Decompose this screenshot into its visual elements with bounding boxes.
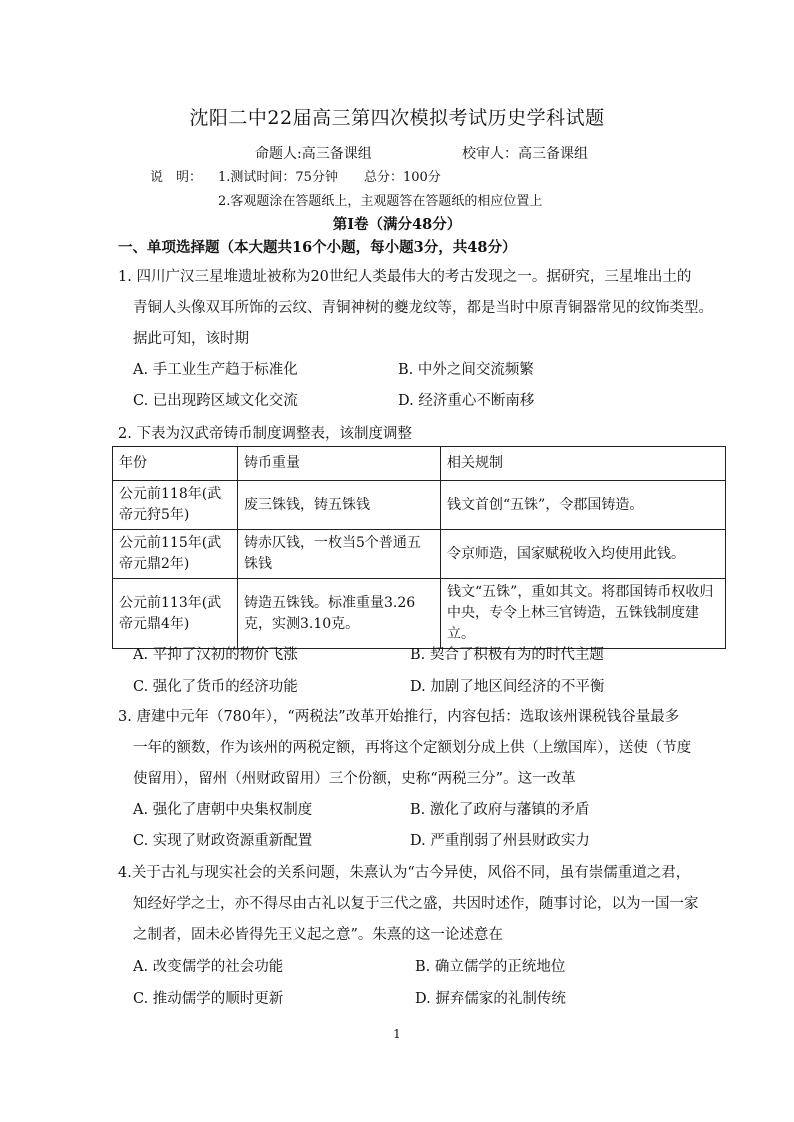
note-label: 说 明： [150,170,203,185]
table-cell: 公元前118年(武帝元狩5年) [113,481,238,530]
table-cell: 铸赤仄钱，一枚当5个普通五铢钱 [238,530,441,579]
q3-option-d: D. 严重削弱了州县财政实力 [410,833,590,849]
table-header-row [113,447,726,481]
table-cell: 令京师造，国家赋税收入均使用此钱。 [441,530,726,579]
author-label: 命题人:高三备课组 [255,146,372,162]
table-cell: 公元前113年(武帝元鼎4年) [113,579,238,649]
table-header-cell: 铸币重量 [238,447,441,481]
q2-stem: 2. 下表为汉武帝铸币制度调整表，该制度调整 [118,426,412,442]
page-title: 沈阳二中22届高三第四次模拟考试历史学科试题 [189,107,605,129]
note-line-1: 1.测试时间：75分钟 总分：100分 [218,170,441,185]
q2-option-a: A. 平抑了汉初的物价飞涨 [133,647,298,663]
q2-option-d: D. 加剧了地区间经济的不平衡 [410,679,605,695]
q1-line: 据此可知，该时期 [133,331,249,347]
q3-line: 一年的额数，作为该州的两税定额，再将这个定额划分成上供（上缴国库），送使（节度 [133,740,692,756]
q4-option-b: B. 确立儒学的正统地位 [415,959,566,975]
table-row [113,530,726,579]
q4-line: 知经好学之士，亦不得尽由古礼以复于三代之盛，共因时述作，随事讨论，以为一国一家 [133,896,699,912]
q1-option-b: B. 中外之间交流频繁 [398,362,534,378]
table-cell: 公元前115年(武帝元鼎2年) [113,530,238,579]
q3-line: 使留用），留州（州财政留用）三个份额，史称“两税三分”。这一改革 [133,771,576,787]
q1-line: 青铜人头像双耳所饰的云纹、青铜神树的夔龙纹等，都是当时中原青铜器常见的纹饰类型。 [133,300,713,316]
q4-option-a: A. 改变儒学的社会功能 [133,959,284,975]
q4-option-c: C. 推动儒学的顺时更新 [133,991,284,1007]
q1-option-d: D. 经济重心不断南移 [398,393,535,409]
q2-option-c: C. 强化了货币的经济功能 [133,679,298,695]
q3-line: 3. 唐建中元年（780年），“两税法”改革开始推行，内容包括：选取该州课税钱谷量最多 [118,709,680,725]
table-header-cell: 年份 [113,447,238,481]
q1-option-a: A. 手工业生产趋于标准化 [133,362,298,378]
page-number: 1 [393,1027,401,1041]
q4-option-d: D. 摒弃儒家的礼制传统 [415,991,566,1007]
table-cell: 钱文首创“五铢”，令郡国铸造。 [441,481,726,530]
q3-option-c: C. 实现了财政资源重新配置 [133,833,313,849]
q1-line: 1. 四川广汉三星堆遗址被称为20世纪人类最伟大的考古发现之一。据研究，三星堆出土的 [118,269,692,285]
coin-table [112,446,726,649]
note-line-2: 2.客观题涂在答题纸上，主观题答在答题纸的相应位置上 [218,194,543,209]
table-row [113,579,726,649]
table-row [113,481,726,530]
part-title: 第Ⅰ卷（满分48分） [332,216,462,233]
reviewer-label: 校审人：高三备课组 [462,146,588,162]
section-title: 一、单项选择题（本大题共16个小题，每小题3分，共48分） [118,239,517,256]
q2-option-b: B. 契合了积极有为的时代主题 [410,647,604,663]
table-cell: 废三铢钱，铸五铢钱 [238,481,441,530]
q4-line: 之制者，固未必皆得先王义起之意”。朱熹的这一论述意在 [133,927,503,943]
q3-option-b: B. 激化了政府与藩镇的矛盾 [410,802,590,818]
q3-option-a: A. 强化了唐朝中央集权制度 [133,802,313,818]
table-cell: 钱文“五铢”，重如其文。将郡国铸币权收归中央，专令上林三官铸造，五铢钱制度建立。 [441,579,726,649]
q1-option-c: C. 已出现跨区域文化交流 [133,393,298,409]
table-header-cell: 相关规制 [441,447,726,481]
table-cell: 铸造五铢钱。标准重量3.26克，实测3.10克。 [238,579,441,649]
q4-line: 4.关于古礼与现实社会的关系问题，朱熹认为“古今异使，风俗不同，虽有崇儒重道之君， [118,865,691,881]
